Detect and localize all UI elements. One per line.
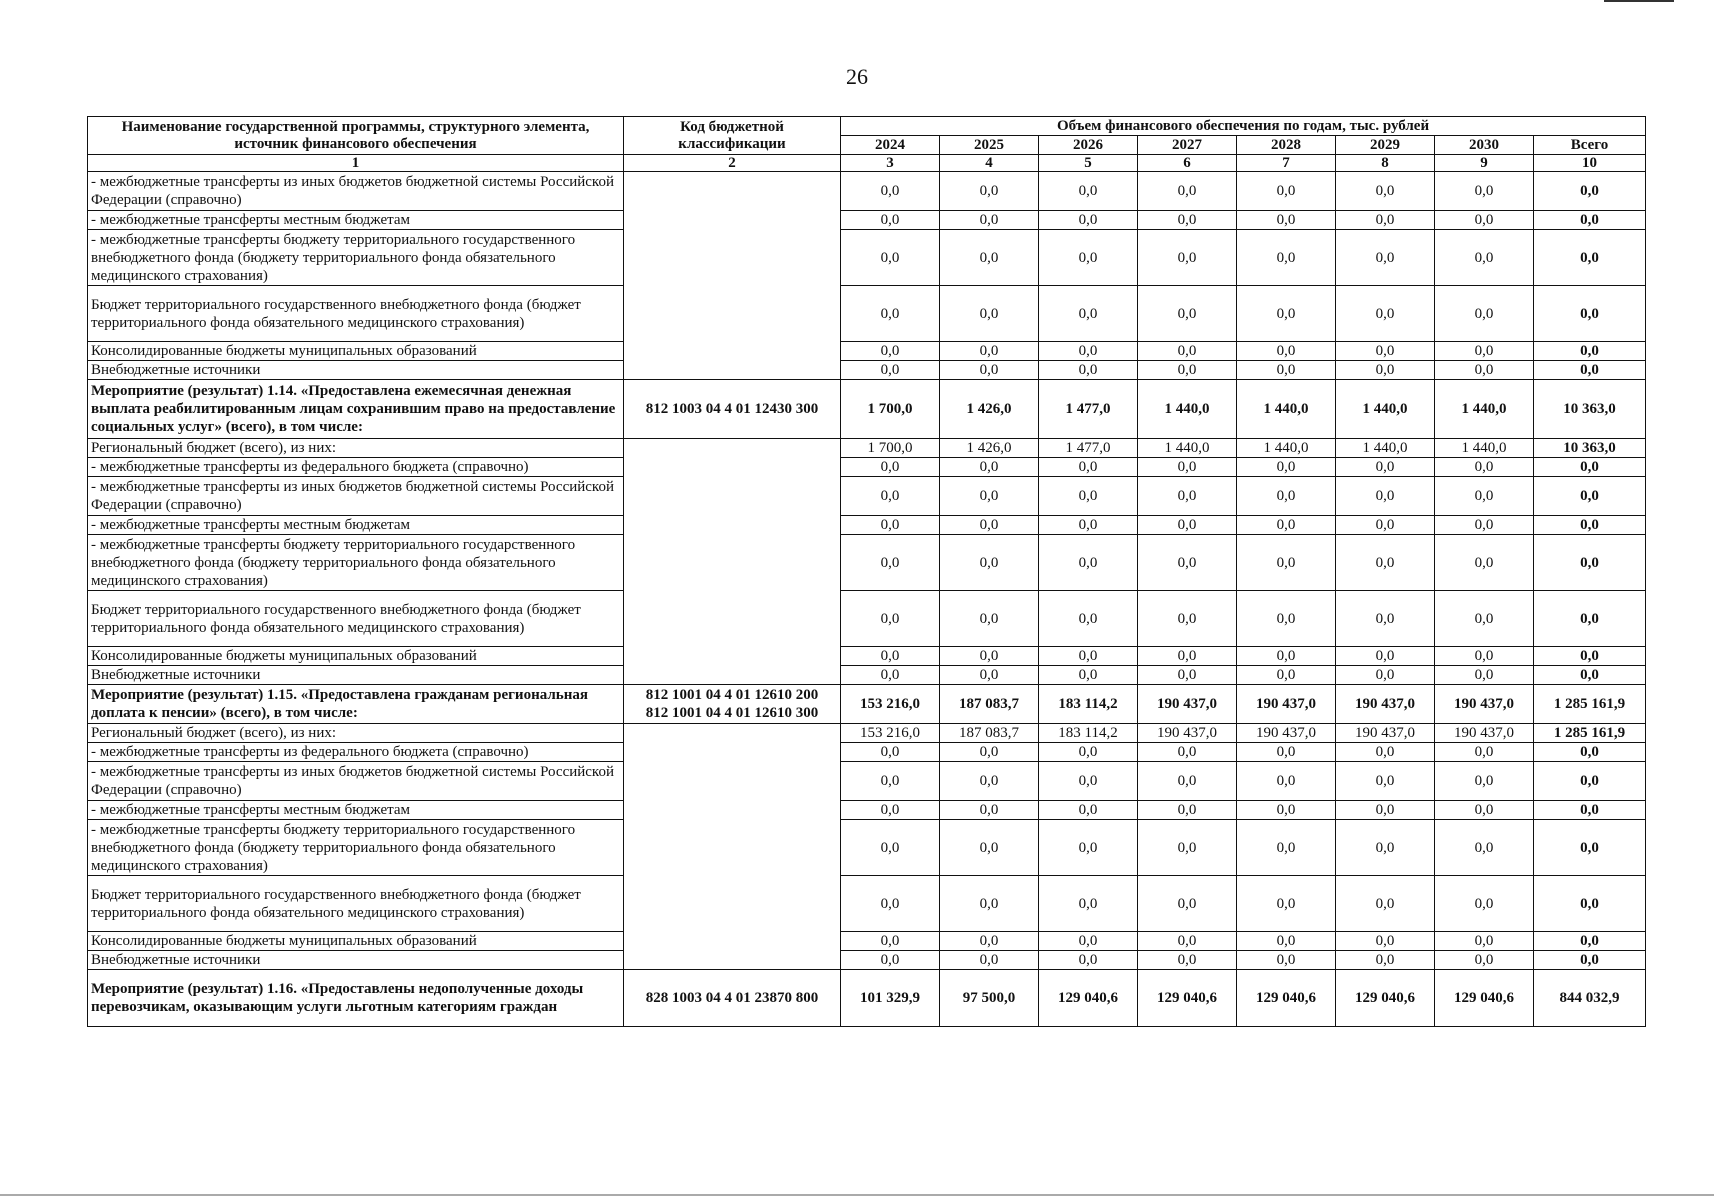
- year-value: 0,0: [1336, 230, 1435, 286]
- year-value: 0,0: [1435, 666, 1534, 685]
- year-value: 0,0: [1237, 932, 1336, 951]
- budget-code-cell-empty: [624, 724, 841, 970]
- header-year: 2026: [1039, 136, 1138, 155]
- year-value: 0,0: [1138, 762, 1237, 801]
- year-value: 0,0: [1138, 516, 1237, 535]
- table-row: [88, 591, 1646, 647]
- year-value: 0,0: [1039, 801, 1138, 820]
- table-row: [88, 230, 1646, 286]
- table-row: [88, 801, 1646, 820]
- row-name: - межбюджетные трансферты бюджету территориального государственного внебюджетного фонда (бюджету территориального фонда обязательного медицинского страхования): [88, 230, 624, 286]
- year-value: 0,0: [1435, 820, 1534, 876]
- budget-code-cell: [624, 685, 841, 724]
- year-value: 0,0: [1138, 820, 1237, 876]
- year-value: 0,0: [1336, 951, 1435, 970]
- year-value: 0,0: [1435, 591, 1534, 647]
- year-value: 1 426,0: [940, 439, 1039, 458]
- year-value: 0,0: [1435, 477, 1534, 516]
- year-value: 187 083,7: [940, 724, 1039, 743]
- total-value: 0,0: [1534, 172, 1646, 211]
- year-value: 0,0: [1435, 286, 1534, 342]
- year-value: 0,0: [940, 172, 1039, 211]
- year-value: 0,0: [1435, 762, 1534, 801]
- year-value: 0,0: [1336, 743, 1435, 762]
- year-value: 0,0: [1039, 458, 1138, 477]
- year-value: 190 437,0: [1435, 724, 1534, 743]
- year-value: 190 437,0: [1237, 724, 1336, 743]
- year-value: 0,0: [1039, 535, 1138, 591]
- total-value: 0,0: [1534, 876, 1646, 932]
- year-value: 0,0: [1336, 458, 1435, 477]
- year-value: 0,0: [841, 762, 940, 801]
- row-name: Региональный бюджет (всего), из них:: [88, 439, 624, 458]
- year-value: 1 700,0: [841, 380, 940, 439]
- year-value: 1 440,0: [1237, 439, 1336, 458]
- year-value: 0,0: [1138, 230, 1237, 286]
- year-value: 0,0: [1435, 535, 1534, 591]
- total-value: 0,0: [1534, 458, 1646, 477]
- year-value: 0,0: [1336, 762, 1435, 801]
- year-value: 0,0: [940, 801, 1039, 820]
- budget-code-cell-empty: [624, 172, 841, 380]
- year-value: 0,0: [1039, 932, 1138, 951]
- year-value: 153 216,0: [841, 724, 940, 743]
- year-value: 0,0: [1237, 286, 1336, 342]
- total-value: 0,0: [1534, 820, 1646, 876]
- year-value: 0,0: [1336, 172, 1435, 211]
- table-row: [88, 516, 1646, 535]
- year-value: 0,0: [1039, 172, 1138, 211]
- year-value: 0,0: [1237, 535, 1336, 591]
- year-value: 129 040,6: [1336, 970, 1435, 1027]
- event-row: [88, 970, 1646, 1027]
- year-value: 0,0: [841, 342, 940, 361]
- year-value: 0,0: [1435, 932, 1534, 951]
- year-value: 0,0: [1039, 951, 1138, 970]
- table-row: [88, 932, 1646, 951]
- year-value: 0,0: [940, 951, 1039, 970]
- year-value: 0,0: [841, 647, 940, 666]
- total-value: 0,0: [1534, 211, 1646, 230]
- year-value: 0,0: [1138, 535, 1237, 591]
- year-value: 0,0: [1336, 361, 1435, 380]
- row-name: Внебюджетные источники: [88, 951, 624, 970]
- total-value: 0,0: [1534, 286, 1646, 342]
- year-value: 0,0: [1237, 591, 1336, 647]
- year-value: 0,0: [1237, 876, 1336, 932]
- year-value: 0,0: [1039, 211, 1138, 230]
- year-value: 0,0: [1039, 666, 1138, 685]
- table-row: [88, 361, 1646, 380]
- total-value: 1 285 161,9: [1534, 724, 1646, 743]
- year-value: 0,0: [1039, 230, 1138, 286]
- budget-code: 828 1003 04 4 01 23870 800: [645, 990, 819, 1006]
- year-value: 0,0: [1039, 762, 1138, 801]
- column-number: 10: [1534, 155, 1646, 172]
- row-name: - межбюджетные трансферты местным бюджетам: [88, 801, 624, 820]
- year-value: 0,0: [841, 535, 940, 591]
- year-value: 0,0: [1435, 342, 1534, 361]
- header-name: Наименование государственной программы, структурного элемента, источник финансового обеспечения: [88, 117, 624, 155]
- column-number: 7: [1237, 155, 1336, 172]
- row-name: Консолидированные бюджеты муниципальных образований: [88, 932, 624, 951]
- year-value: 183 114,2: [1039, 685, 1138, 724]
- row-name: - межбюджетные трансферты из иных бюджетов бюджетной системы Российской Федерации (справочно): [88, 172, 624, 211]
- row-name: Консолидированные бюджеты муниципальных образований: [88, 647, 624, 666]
- row-name: Бюджет территориального государственного внебюджетного фонда (бюджет территориального фонда обязательного медицинского страхования): [88, 876, 624, 932]
- year-value: 0,0: [1138, 211, 1237, 230]
- table-row: [88, 724, 1646, 743]
- row-name: Региональный бюджет (всего), из них:: [88, 724, 624, 743]
- total-value: 10 363,0: [1534, 380, 1646, 439]
- year-value: 129 040,6: [1138, 970, 1237, 1027]
- table-row: [88, 951, 1646, 970]
- year-value: 1 700,0: [841, 439, 940, 458]
- year-value: 0,0: [1237, 951, 1336, 970]
- header-year: 2029: [1336, 136, 1435, 155]
- year-value: 1 440,0: [1138, 380, 1237, 439]
- header-total: Всего: [1534, 136, 1646, 155]
- year-value: 0,0: [841, 516, 940, 535]
- year-value: 0,0: [1237, 458, 1336, 477]
- table-row: [88, 762, 1646, 801]
- table-row: [88, 876, 1646, 932]
- year-value: 0,0: [1237, 801, 1336, 820]
- year-value: 0,0: [1336, 820, 1435, 876]
- row-name: - межбюджетные трансферты бюджету территориального государственного внебюджетного фонда (бюджету территориального фонда обязательного медицинского страхования): [88, 820, 624, 876]
- year-value: 101 329,9: [841, 970, 940, 1027]
- table-row: [88, 820, 1646, 876]
- year-value: 190 437,0: [1237, 685, 1336, 724]
- year-value: 0,0: [1336, 516, 1435, 535]
- year-value: 0,0: [1138, 951, 1237, 970]
- total-value: 0,0: [1534, 342, 1646, 361]
- row-name: Внебюджетные источники: [88, 361, 624, 380]
- year-value: 0,0: [1138, 932, 1237, 951]
- year-value: 0,0: [1336, 932, 1435, 951]
- row-name: - межбюджетные трансферты из иных бюджетов бюджетной системы Российской Федерации (справочно): [88, 477, 624, 516]
- total-value: 10 363,0: [1534, 439, 1646, 458]
- budget-code-cell: [624, 380, 841, 439]
- year-value: 0,0: [1039, 286, 1138, 342]
- year-value: 0,0: [1138, 591, 1237, 647]
- year-value: 0,0: [1435, 172, 1534, 211]
- budget-code: 812 1001 04 4 01 12610 300: [645, 705, 819, 721]
- year-value: 0,0: [1039, 477, 1138, 516]
- year-value: 190 437,0: [1336, 724, 1435, 743]
- year-value: 0,0: [940, 743, 1039, 762]
- header-year: 2025: [940, 136, 1039, 155]
- year-value: 0,0: [1435, 647, 1534, 666]
- row-name: Бюджет территориального государственного внебюджетного фонда (бюджет территориального фонда обязательного медицинского страхования): [88, 591, 624, 647]
- year-value: 0,0: [940, 666, 1039, 685]
- year-value: 0,0: [1237, 743, 1336, 762]
- year-value: 0,0: [1138, 477, 1237, 516]
- budget-code-cell-empty: [624, 439, 841, 685]
- year-value: 0,0: [1138, 801, 1237, 820]
- event-row: [88, 380, 1646, 439]
- year-value: 0,0: [1138, 458, 1237, 477]
- page-number: 26: [846, 64, 868, 89]
- table-row: [88, 666, 1646, 685]
- total-value: 0,0: [1534, 535, 1646, 591]
- year-value: 0,0: [1336, 801, 1435, 820]
- year-value: 0,0: [841, 932, 940, 951]
- year-value: 0,0: [940, 876, 1039, 932]
- table-body: [88, 172, 1646, 1027]
- year-value: 0,0: [1336, 666, 1435, 685]
- year-value: 0,0: [841, 230, 940, 286]
- year-value: 0,0: [1336, 477, 1435, 516]
- table-header: [88, 117, 1646, 172]
- year-value: 0,0: [841, 361, 940, 380]
- year-value: 0,0: [1336, 647, 1435, 666]
- year-value: 0,0: [1435, 516, 1534, 535]
- header-year: 2024: [841, 136, 940, 155]
- year-value: 0,0: [1039, 820, 1138, 876]
- year-value: 0,0: [1435, 801, 1534, 820]
- row-name: Мероприятие (результат) 1.16. «Предоставлены недополученные доходы перевозчикам, оказывающим услуги льготным категориям граждан: [88, 970, 624, 1027]
- budget-code: 812 1001 04 4 01 12610 200: [645, 687, 819, 703]
- column-number: 2: [624, 155, 841, 172]
- year-value: 1 477,0: [1039, 380, 1138, 439]
- year-value: 1 440,0: [1435, 439, 1534, 458]
- table-row: [88, 172, 1646, 211]
- row-name: Внебюджетные источники: [88, 666, 624, 685]
- year-value: 0,0: [940, 211, 1039, 230]
- column-number: 8: [1336, 155, 1435, 172]
- year-value: 0,0: [940, 516, 1039, 535]
- year-value: 0,0: [1039, 342, 1138, 361]
- total-value: 1 285 161,9: [1534, 685, 1646, 724]
- year-value: 0,0: [940, 361, 1039, 380]
- row-name: - межбюджетные трансферты из федерального бюджета (справочно): [88, 458, 624, 477]
- year-value: 129 040,6: [1435, 970, 1534, 1027]
- year-value: 0,0: [940, 647, 1039, 666]
- year-value: 0,0: [1138, 172, 1237, 211]
- year-value: 0,0: [1435, 458, 1534, 477]
- year-value: 0,0: [841, 666, 940, 685]
- year-value: 0,0: [1237, 477, 1336, 516]
- year-value: 0,0: [1435, 876, 1534, 932]
- year-value: 0,0: [940, 820, 1039, 876]
- column-number: 5: [1039, 155, 1138, 172]
- financing-table: [87, 116, 1646, 1027]
- table-row: [88, 477, 1646, 516]
- header-year: 2027: [1138, 136, 1237, 155]
- total-value: 0,0: [1534, 743, 1646, 762]
- column-number: 6: [1138, 155, 1237, 172]
- total-value: 844 032,9: [1534, 970, 1646, 1027]
- row-name: - межбюджетные трансферты из федерального бюджета (справочно): [88, 743, 624, 762]
- year-value: 0,0: [1237, 361, 1336, 380]
- year-value: 0,0: [940, 591, 1039, 647]
- year-value: 0,0: [841, 211, 940, 230]
- year-value: 0,0: [1435, 361, 1534, 380]
- column-numbers-row: [88, 155, 1646, 172]
- total-value: 0,0: [1534, 591, 1646, 647]
- row-name: Мероприятие (результат) 1.15. «Предоставлена гражданам региональная доплата к пенсии» (всего), в том числе:: [88, 685, 624, 724]
- budget-code-cell: [624, 970, 841, 1027]
- total-value: 0,0: [1534, 666, 1646, 685]
- table-row: [88, 458, 1646, 477]
- year-value: 0,0: [1336, 342, 1435, 361]
- total-value: 0,0: [1534, 477, 1646, 516]
- year-value: 0,0: [841, 801, 940, 820]
- table-row: [88, 286, 1646, 342]
- year-value: 0,0: [940, 762, 1039, 801]
- year-value: 0,0: [1336, 876, 1435, 932]
- year-value: 0,0: [1039, 647, 1138, 666]
- total-value: 0,0: [1534, 932, 1646, 951]
- year-value: 0,0: [1237, 211, 1336, 230]
- year-value: 0,0: [940, 286, 1039, 342]
- year-value: 190 437,0: [1435, 685, 1534, 724]
- header-volume: Объем финансового обеспечения по годам, тыс. рублей: [841, 117, 1646, 136]
- budget-code: 812 1003 04 4 01 12430 300: [645, 401, 819, 417]
- year-value: 183 114,2: [1039, 724, 1138, 743]
- year-value: 0,0: [841, 743, 940, 762]
- year-value: 0,0: [940, 230, 1039, 286]
- year-value: 0,0: [1336, 286, 1435, 342]
- year-value: 153 216,0: [841, 685, 940, 724]
- year-value: 190 437,0: [1138, 685, 1237, 724]
- row-name: Бюджет территориального государственного внебюджетного фонда (бюджет территориального фонда обязательного медицинского страхования): [88, 286, 624, 342]
- year-value: 0,0: [841, 458, 940, 477]
- year-value: 0,0: [1237, 820, 1336, 876]
- total-value: 0,0: [1534, 951, 1646, 970]
- year-value: 0,0: [1435, 211, 1534, 230]
- year-value: 0,0: [1138, 361, 1237, 380]
- year-value: 0,0: [1138, 286, 1237, 342]
- year-value: 0,0: [940, 342, 1039, 361]
- row-name: - межбюджетные трансферты местным бюджетам: [88, 516, 624, 535]
- year-value: 129 040,6: [1039, 970, 1138, 1027]
- header-code: Код бюджетной классификации: [624, 117, 841, 155]
- column-number: 3: [841, 155, 940, 172]
- year-value: 0,0: [1138, 876, 1237, 932]
- year-value: 0,0: [1237, 230, 1336, 286]
- row-name: Консолидированные бюджеты муниципальных образований: [88, 342, 624, 361]
- year-value: 0,0: [1138, 743, 1237, 762]
- year-value: 0,0: [841, 172, 940, 211]
- year-value: 0,0: [940, 535, 1039, 591]
- year-value: 0,0: [841, 477, 940, 516]
- column-number: 9: [1435, 155, 1534, 172]
- table-row: [88, 439, 1646, 458]
- year-value: 129 040,6: [1237, 970, 1336, 1027]
- year-value: 0,0: [841, 951, 940, 970]
- row-name: - межбюджетные трансферты из иных бюджетов бюджетной системы Российской Федерации (справочно): [88, 762, 624, 801]
- column-number: 4: [940, 155, 1039, 172]
- year-value: 1 440,0: [1138, 439, 1237, 458]
- header-year: 2028: [1237, 136, 1336, 155]
- year-value: 0,0: [940, 932, 1039, 951]
- year-value: 0,0: [940, 458, 1039, 477]
- row-name: - межбюджетные трансферты местным бюджетам: [88, 211, 624, 230]
- year-value: 1 440,0: [1435, 380, 1534, 439]
- year-value: 0,0: [1039, 876, 1138, 932]
- total-value: 0,0: [1534, 361, 1646, 380]
- year-value: 190 437,0: [1138, 724, 1237, 743]
- table-row: [88, 535, 1646, 591]
- year-value: 0,0: [1237, 172, 1336, 211]
- total-value: 0,0: [1534, 516, 1646, 535]
- year-value: 0,0: [841, 876, 940, 932]
- year-value: 0,0: [1336, 591, 1435, 647]
- year-value: 1 440,0: [1336, 439, 1435, 458]
- year-value: 1 440,0: [1336, 380, 1435, 439]
- year-value: 190 437,0: [1336, 685, 1435, 724]
- year-value: 187 083,7: [940, 685, 1039, 724]
- year-value: 0,0: [940, 477, 1039, 516]
- year-value: 1 426,0: [940, 380, 1039, 439]
- scan-edge-mark: [1604, 0, 1674, 2]
- table-row: [88, 647, 1646, 666]
- year-value: 0,0: [1336, 535, 1435, 591]
- table-row: [88, 743, 1646, 762]
- table-row: [88, 211, 1646, 230]
- total-value: 0,0: [1534, 762, 1646, 801]
- year-value: 0,0: [1336, 211, 1435, 230]
- year-value: 0,0: [841, 591, 940, 647]
- year-value: 0,0: [1435, 951, 1534, 970]
- year-value: 0,0: [1039, 591, 1138, 647]
- table-row: [88, 342, 1646, 361]
- year-value: 0,0: [1237, 762, 1336, 801]
- total-value: 0,0: [1534, 801, 1646, 820]
- year-value: 1 440,0: [1237, 380, 1336, 439]
- year-value: 0,0: [1039, 516, 1138, 535]
- year-value: 0,0: [1237, 647, 1336, 666]
- event-row: [88, 685, 1646, 724]
- year-value: 0,0: [1435, 230, 1534, 286]
- total-value: 0,0: [1534, 647, 1646, 666]
- year-value: 0,0: [1138, 342, 1237, 361]
- year-value: 0,0: [1237, 666, 1336, 685]
- row-name: Мероприятие (результат) 1.14. «Предоставлена ежемесячная денежная выплата реабилитированным лицам сохранившим право на предоставление социальных услуг» (всего), в том числе:: [88, 380, 624, 439]
- year-value: 0,0: [841, 820, 940, 876]
- year-value: 0,0: [841, 286, 940, 342]
- scan-edge-line: [0, 1194, 1714, 1196]
- year-value: 0,0: [1138, 666, 1237, 685]
- year-value: 0,0: [1039, 743, 1138, 762]
- header-year: 2030: [1435, 136, 1534, 155]
- year-value: 1 477,0: [1039, 439, 1138, 458]
- year-value: 0,0: [1237, 516, 1336, 535]
- year-value: 97 500,0: [940, 970, 1039, 1027]
- total-value: 0,0: [1534, 230, 1646, 286]
- year-value: 0,0: [1237, 342, 1336, 361]
- year-value: 0,0: [1138, 647, 1237, 666]
- year-value: 0,0: [1435, 743, 1534, 762]
- year-value: 0,0: [1039, 361, 1138, 380]
- column-number: 1: [88, 155, 624, 172]
- row-name: - межбюджетные трансферты бюджету территориального государственного внебюджетного фонда (бюджету территориального фонда обязательного медицинского страхования): [88, 535, 624, 591]
